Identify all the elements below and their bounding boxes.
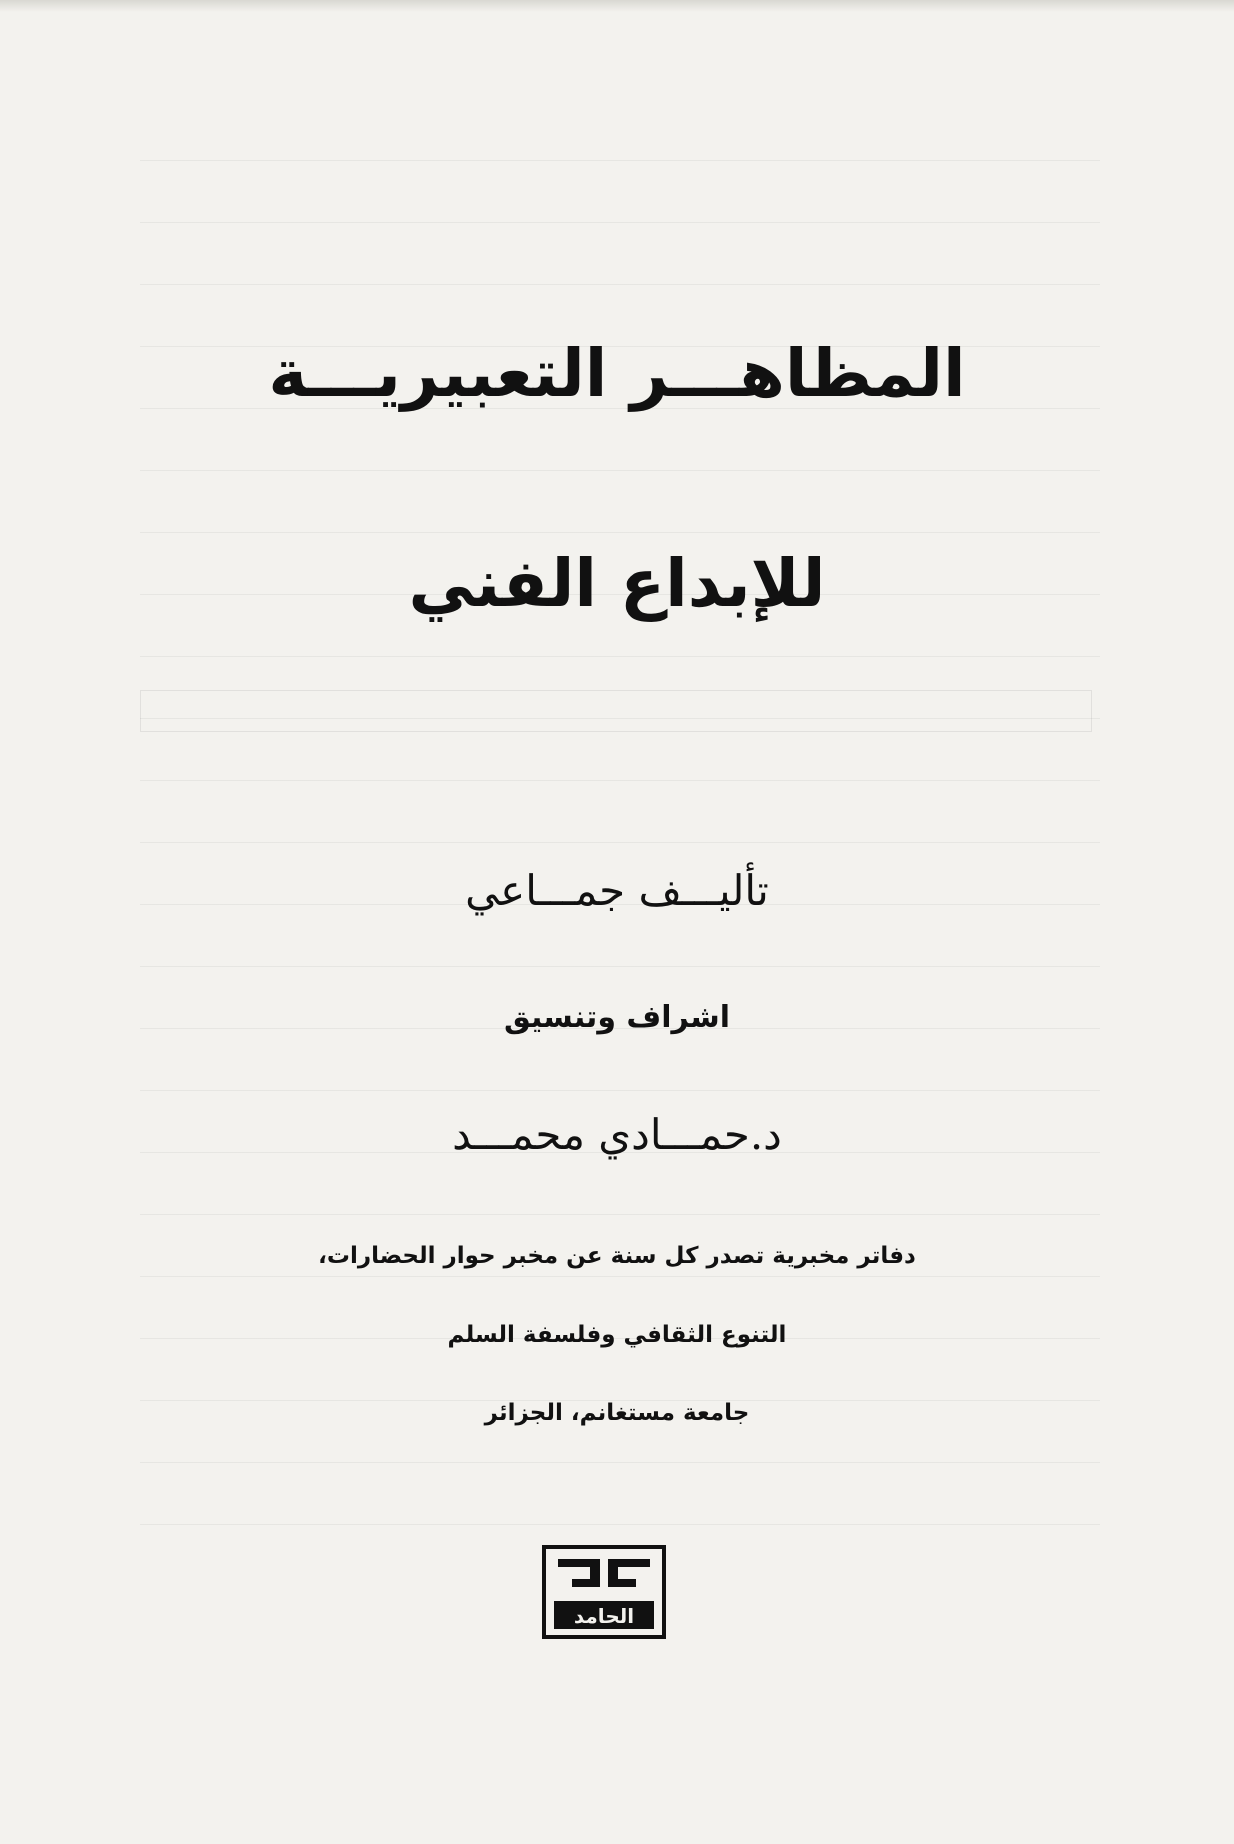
logo-glyph-left — [558, 1559, 600, 1587]
university-line: جامعة مستغانم، الجزائر — [484, 1400, 750, 1426]
book-title-line-2: للإبداع الفني — [408, 545, 826, 622]
supervision-label: اشراف وتنسيق — [504, 1000, 730, 1035]
authorship-label: تأليـــف جمـــاعي — [465, 866, 769, 915]
logo-name-text: الحامد — [573, 1604, 635, 1628]
reverse-side-bleed-box — [140, 690, 1092, 732]
page-top-edge — [0, 0, 1234, 12]
publisher-logo-icon — [542, 1545, 666, 1639]
publisher-logo-svg — [542, 1545, 666, 1639]
series-description-line-1: دفاتر مخبرية تصدر كل سنة عن مخبر حوار الحضارات، — [318, 1243, 916, 1269]
author-name: د.حمـــادي محمـــد — [452, 1110, 782, 1159]
logo-glyph-right — [608, 1559, 650, 1587]
series-description-line-2: التنوع الثقافي وفلسفة السلم — [447, 1322, 787, 1348]
book-title-line-1: المظاهـــر التعبيريـــة — [268, 335, 966, 412]
